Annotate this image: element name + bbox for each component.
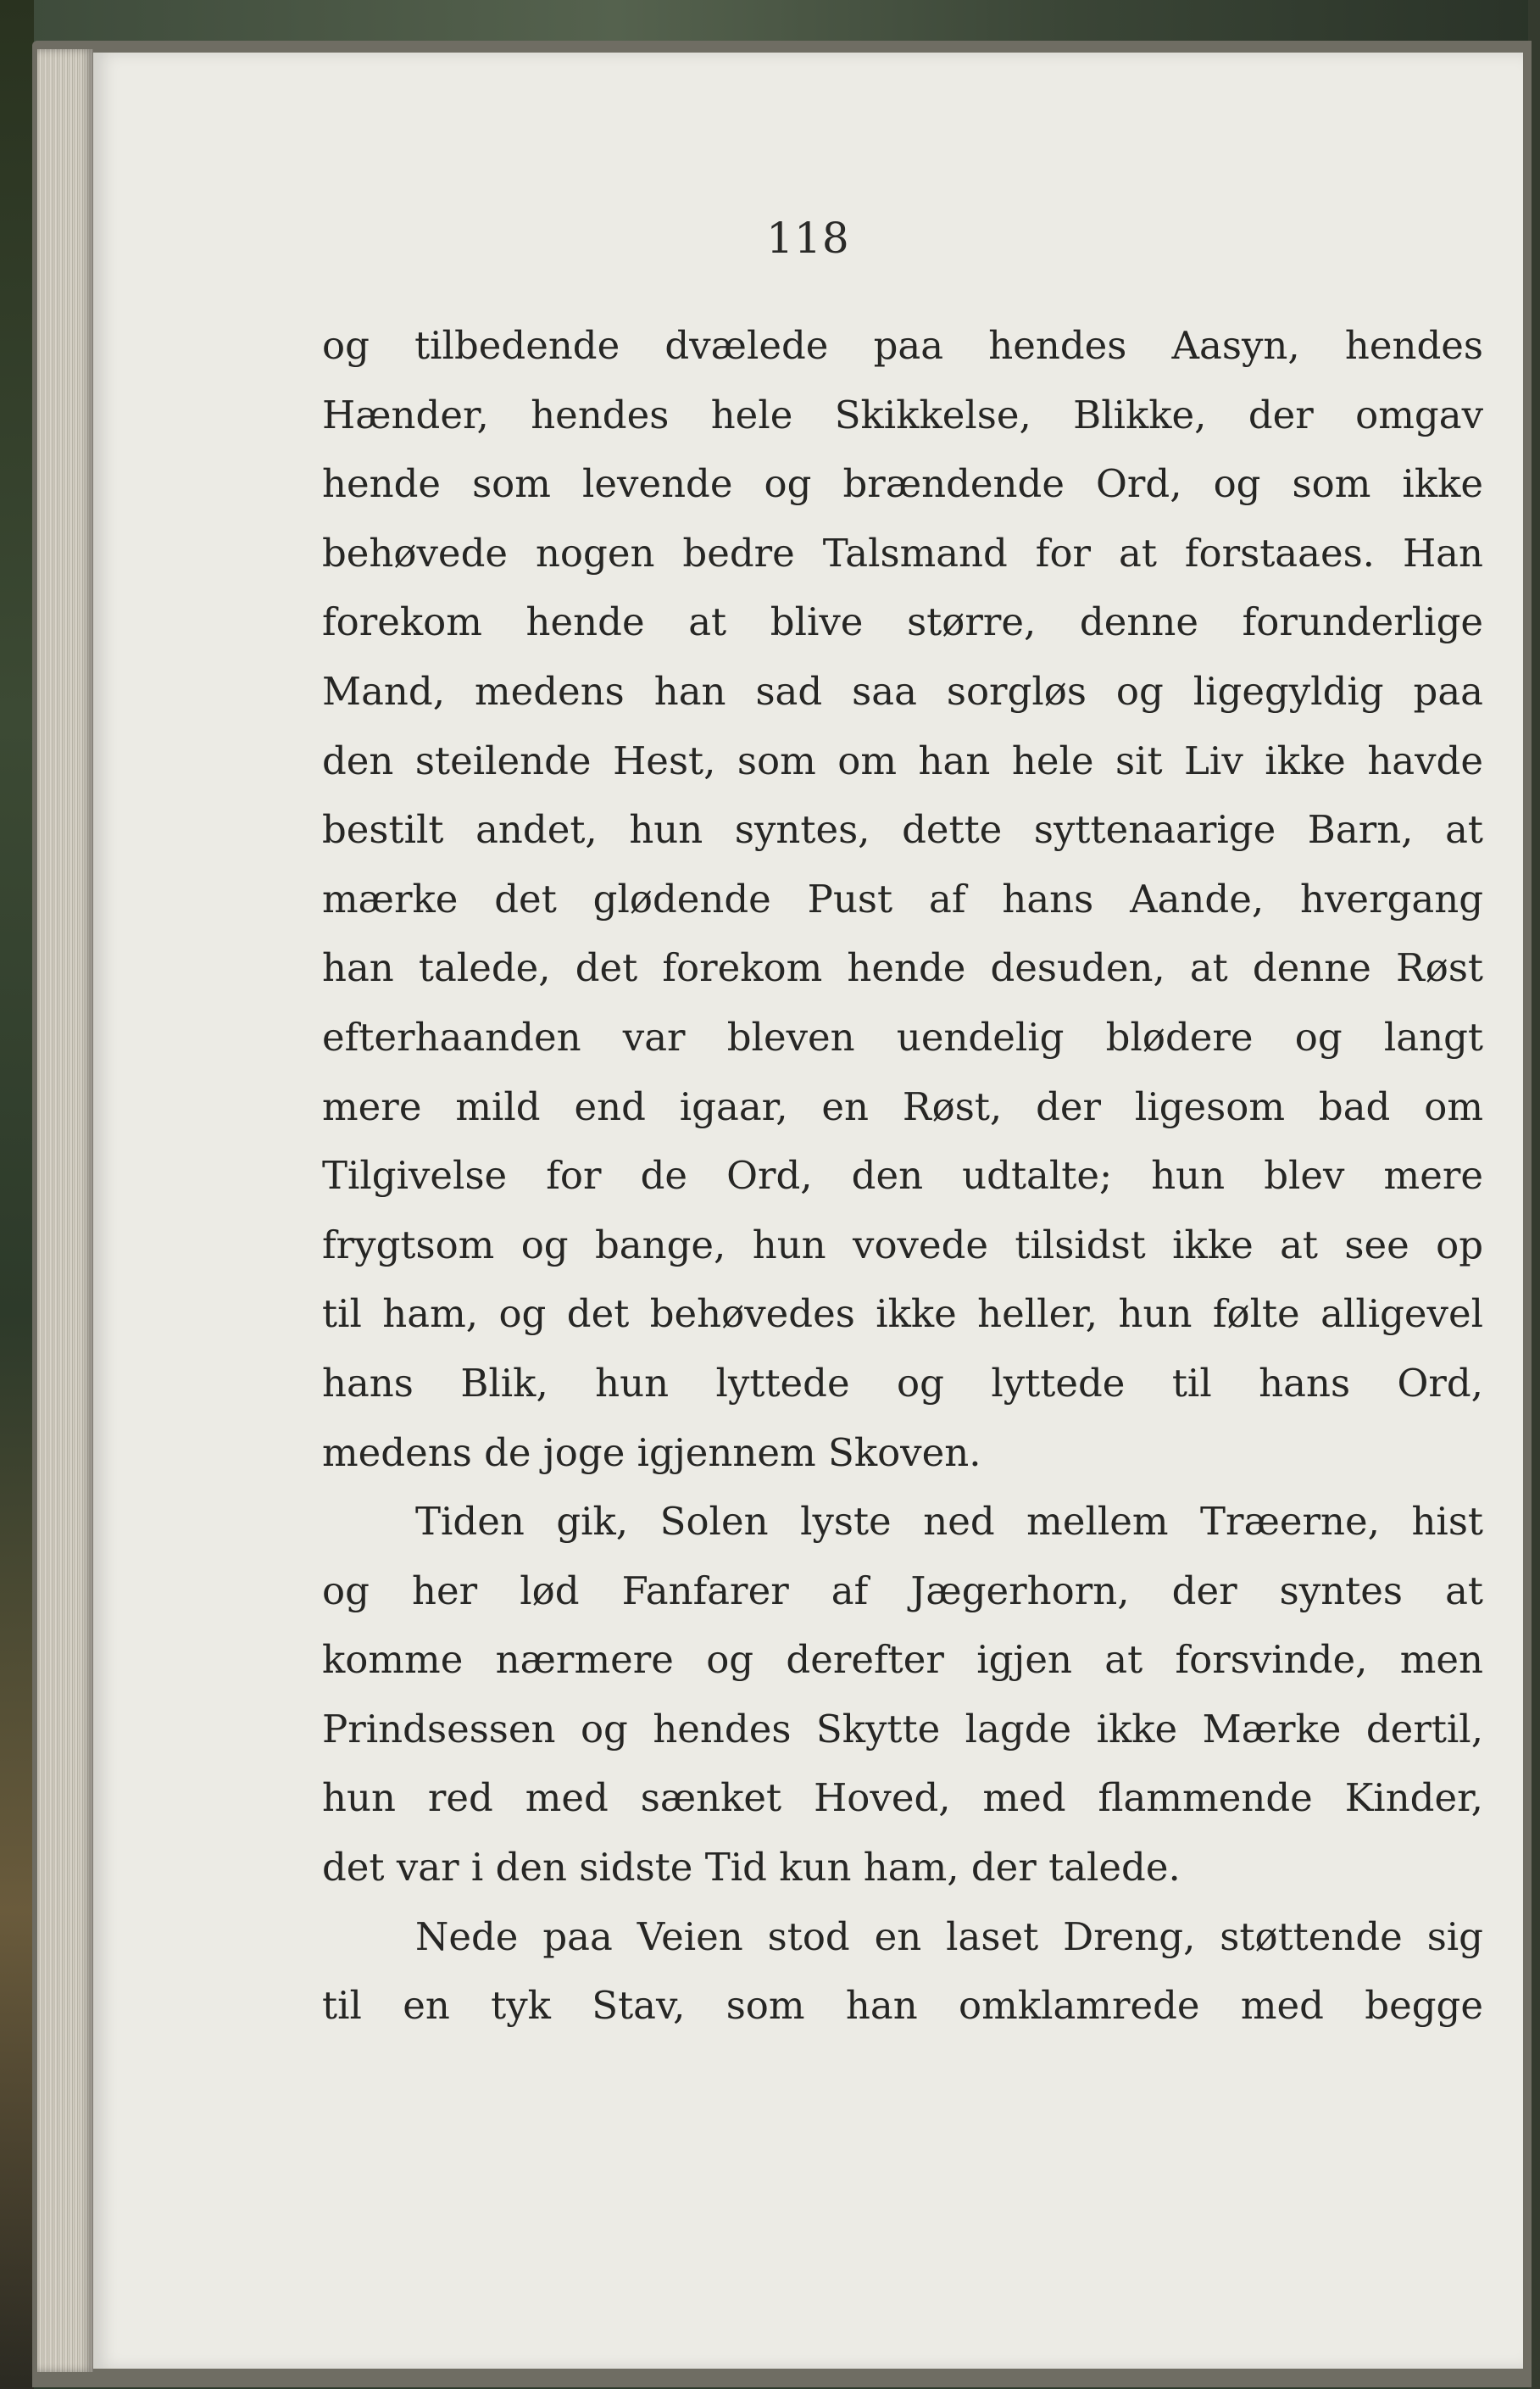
text-line: til en tyk Stav, som han omklamrede med begge bbox=[322, 1983, 1483, 2029]
text-line: frygtsom og bange, hun vovede tilsidst ikke at see op bbox=[322, 1222, 1483, 1267]
text-line: bestilt andet, hun syntes, dette syttenaarige Barn, at bbox=[322, 807, 1483, 853]
text-line: efterhaanden var bleven uendelig blødere og langt bbox=[322, 1014, 1483, 1060]
text-line: mærke det glødende Pust af hans Aande, hvergang bbox=[322, 876, 1483, 922]
text-line: Mand, medens han sad saa sorgløs og ligegyldig paa bbox=[322, 668, 1483, 714]
text-line: Prindsessen og hendes Skytte lagde ikke Mærke dertil, bbox=[322, 1706, 1483, 1751]
text-line: forekom hende at blive større, denne forunderlige bbox=[322, 599, 1483, 645]
text-line: Hænder, hendes hele Skikkelse, Blikke, der omgav bbox=[322, 392, 1483, 437]
page-edges bbox=[37, 49, 93, 2372]
text-line: Tilgivelse for de Ord, den udtalte; hun blev mere bbox=[322, 1153, 1483, 1199]
page-number: 118 bbox=[766, 214, 850, 263]
text-line: til ham, og det behøvedes ikke heller, hun følte alligevel bbox=[322, 1291, 1483, 1337]
text-line: komme nærmere og derefter igjen at forsvinde, men bbox=[322, 1637, 1483, 1683]
page-text bbox=[322, 311, 1483, 2041]
background-left bbox=[0, 0, 34, 2389]
text-line: hun red med sænket Hoved, med flammende Kinder, bbox=[322, 1775, 1483, 1821]
text-line: og her lød Fanfarer af Jægerhorn, der syntes at bbox=[322, 1568, 1483, 1613]
text-line: hans Blik, hun lyttede og lyttede til hans Ord, bbox=[322, 1360, 1483, 1406]
text-line: han talede, det forekom hende desuden, at denne Røst bbox=[322, 945, 1483, 991]
text-line: og tilbedende dvælede paa hendes Aasyn, hendes bbox=[322, 323, 1483, 368]
text-line: det var i den sidste Tid kun ham, der talede. bbox=[322, 1845, 1181, 1891]
book-page bbox=[93, 53, 1523, 2369]
text-line: hende som levende og brændende Ord, og som ikke bbox=[322, 461, 1483, 507]
text-line: den steilende Hest, som om han hele sit Liv ikke havde bbox=[322, 738, 1483, 783]
text-line: mere mild end igaar, en Røst, der ligesom bad om bbox=[322, 1083, 1483, 1129]
text-line: medens de joge igjennem Skoven. bbox=[322, 1429, 981, 1475]
text-line: Tiden gik, Solen lyste ned mellem Træerne, hist bbox=[415, 1499, 1483, 1545]
text-line: Nede paa Veien stod en laset Dreng, støttende sig bbox=[415, 1913, 1483, 1959]
text-line: behøvede nogen bedre Talsmand for at forstaaes. Han bbox=[322, 530, 1483, 576]
